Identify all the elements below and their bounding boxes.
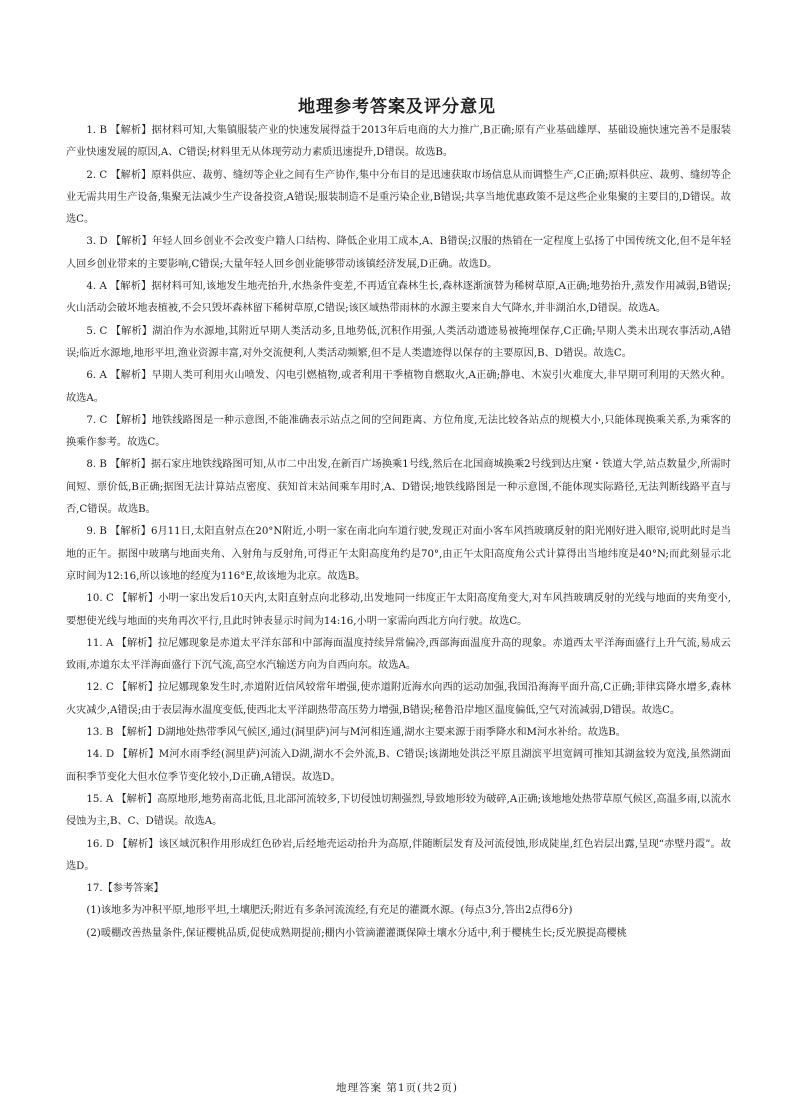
answer-item-17-part-2: (2)暖棚改善热量条件,保证樱桃品质,促使成熟期提前;棚内小管滴灌灌溉保障土壤水分适中,利于樱桃生长;反光膜提高樱桃 (86, 927, 627, 939)
answer-item-17-part-1: (1)该地多为冲积平原,地形平坦,土壤肥沃;附近有多条河流流经,有充足的灌溉水源。(每点3分,答出2点得6分) (86, 905, 573, 917)
answer-item-6: 6. A 【解析】早期人类可利用火山喷发、闪电引燃植物,或者利用干季植物自燃取火,A正确;静电、木炭引火难度大,非早期可利用的天然火种。故选A。 (66, 370, 731, 404)
answer-item-10: 10. C 【解析】小明一家出发后10天内,太阳直射点向北移动,出发地同一纬度正午太阳高度角变大,对车风挡玻璃反射的光线与地面的夹角变小,要想使光线与地面的夹角再次平行,且此时钟表显示时间为14:16,小明一家需向西北方向行驶。故选C。 (66, 593, 731, 627)
answer-item-13: 13. B 【解析】D湖地处热带季风气候区,通过(洞里萨)河与M河相连通,湖水主要来源于雨季降水和M河水补给。故选B。 (86, 727, 626, 739)
answer-item-8: 8. B 【解析】据石家庄地铁线路图可知,从市二中出发,在新百广场换乘1号线,然后在北国商城换乘2号线到达庄窠・铁道大学,站点数量少,所需时间短、票价低,B正确;据图无法计算站点密度、获知首末站间乘车用时,A、D错误;地铁线路图是一种示意图,不能体现实际路径,无法判断线路平直与否,C错误。故选B。 (66, 459, 731, 516)
answer-item-5: 5. C 【解析】湖泊作为水源地,其附近早期人类活动多,且地势低,沉积作用强,人类活动遗迹易被掩埋保存,C正确;早期人类未出现农事活动,A错误;临近水源地,地形平坦,渔业资源丰富,对外交流便利,人类活动频繁,但不是人类遗迹得以保存的主要原因,B、D错误。故选C。 (66, 325, 731, 359)
answer-item-2: 2. C 【解析】原料供应、裁剪、缝纫等企业之间有生产协作,集中分布目的是迅速获取市场信息从而调整生产,C正确;原料供应、裁剪、缝纫等企业无需共用生产设备,集聚无法减少生产设备投资,A错误;服装制造不是重污染企业,B错误;共享当地优惠政策不是这些企业集聚的主要目的,D错误。故选C。 (66, 169, 731, 226)
answer-item-4: 4. A 【解析】据材料可知,该地发生地壳抬升,水热条件变差,不再适宜森林生长,森林逐渐演替为稀树草原,A正确;地势抬升,蒸发作用减弱,B错误;火山活动会破坏地表植被,不会只毁坏森林留下稀树草原,C错误;该区域热带雨林的水源主要来自大气降水,并非湖泊水,D错误。故选A。 (66, 281, 731, 315)
answer-item-12: 12. C 【解析】拉尼娜现象发生时,赤道附近信风较常年增强,使赤道附近海水向西的运动加强,我国沿海海平面升高,C正确;菲律宾降水增多,森林火灾减少,A错误;由于表层海水温度变低,使西北太平洋副热带高压势力增强,B错误;秘鲁沿岸地区温度偏低,空气对流减弱,D错误。故选C。 (66, 682, 731, 716)
answer-item-1: 1. B 【解析】据材料可知,大集镇服装产业的快速发展得益于2013年后电商的大力推广,B正确;原有产业基础雄厚、基础设施快速完善不是服装产业快速发展的原因,A、C错误;材料里无从体现劳动力素质迅速提升,D错误。故选B。 (66, 125, 731, 159)
answer-item-15: 15. A 【解析】高原地形,地势南高北低,且北部河流较多,下切侵蚀切割强烈,导致地形较为破碎,A正确;该地地处热带草原气候区,高温多雨,以流水侵蚀为主,B、C、D错误。故选A。 (66, 793, 731, 828)
answer-item-3: 3. D 【解析】年轻人回乡创业不会改变户籍人口结构、降低企业用工成本,A、B错误;汉服的热销在一定程度上弘扬了中国传统文化,但不是年轻人回乡创业带来的主要影响,C错误;大量年轻人回乡创业能够带动该镇经济发展,D正确。故选D。 (66, 236, 731, 270)
page-footer: 地理答案 第1页(共2页) (336, 1082, 458, 1094)
answer-item-16: 16. D 【解析】该区域沉积作用形成红色砂岩,后经地壳运动抬升为高原,伴随断层发育及河流侵蚀,形成陡崖,红色岩层出露,呈现“赤壁丹霞”。故选D。 (66, 838, 731, 872)
page-title: 地理参考答案及评分意见 (298, 97, 496, 117)
answer-item-7: 7. C 【解析】地铁线路图是一种示意图,不能准确表示站点之间的空间距离、方位角度,无法比较各站点的规模大小,只能体现换乘关系,为乘客的换乘作参考。故选C。 (66, 414, 731, 449)
answer-item-14: 14. D 【解析】M河水雨季经(洞里萨)河流入D湖,湖水不会外流,B、C错误;该湖地处洪泛平原且湖滨平坦宽阔可推知其湖盆较为宽浅,虽然湖面面积季节变化大但水位季节变化较小,D正确,A错误。故选D。 (66, 749, 731, 783)
answer-body (66, 120, 731, 945)
answer-item-9: 9. B 【解析】6月11日,太阳直射点在20°N附近,小明一家在南北向车道行驶,发现正对面小客车风挡玻璃反射的阳光刚好进入眼帘,说明此时是当地的正午。据图中玻璃与地面夹角、入射角与反射角,可得正午太阳高度角约是70°,由正午太阳高度角公式计算得出当地纬度是40°N;而此刻显示北京时间为12:16,所以该地的经度为116°E,故该地为北京。故选B。 (66, 526, 731, 582)
answer-item-11: 11. A 【解析】拉尼娜现象是赤道太平洋东部和中部海面温度持续异常偏冷,西部海面温度升高的现象。赤道西太平洋海面盛行上升气流,易成云致雨,赤道东太平洋海面盛行下沉气流,高空水汽输送方向为自西向东。故选A。 (66, 637, 731, 672)
answer-item-17-heading: 17.【参考答案】 (86, 883, 164, 895)
